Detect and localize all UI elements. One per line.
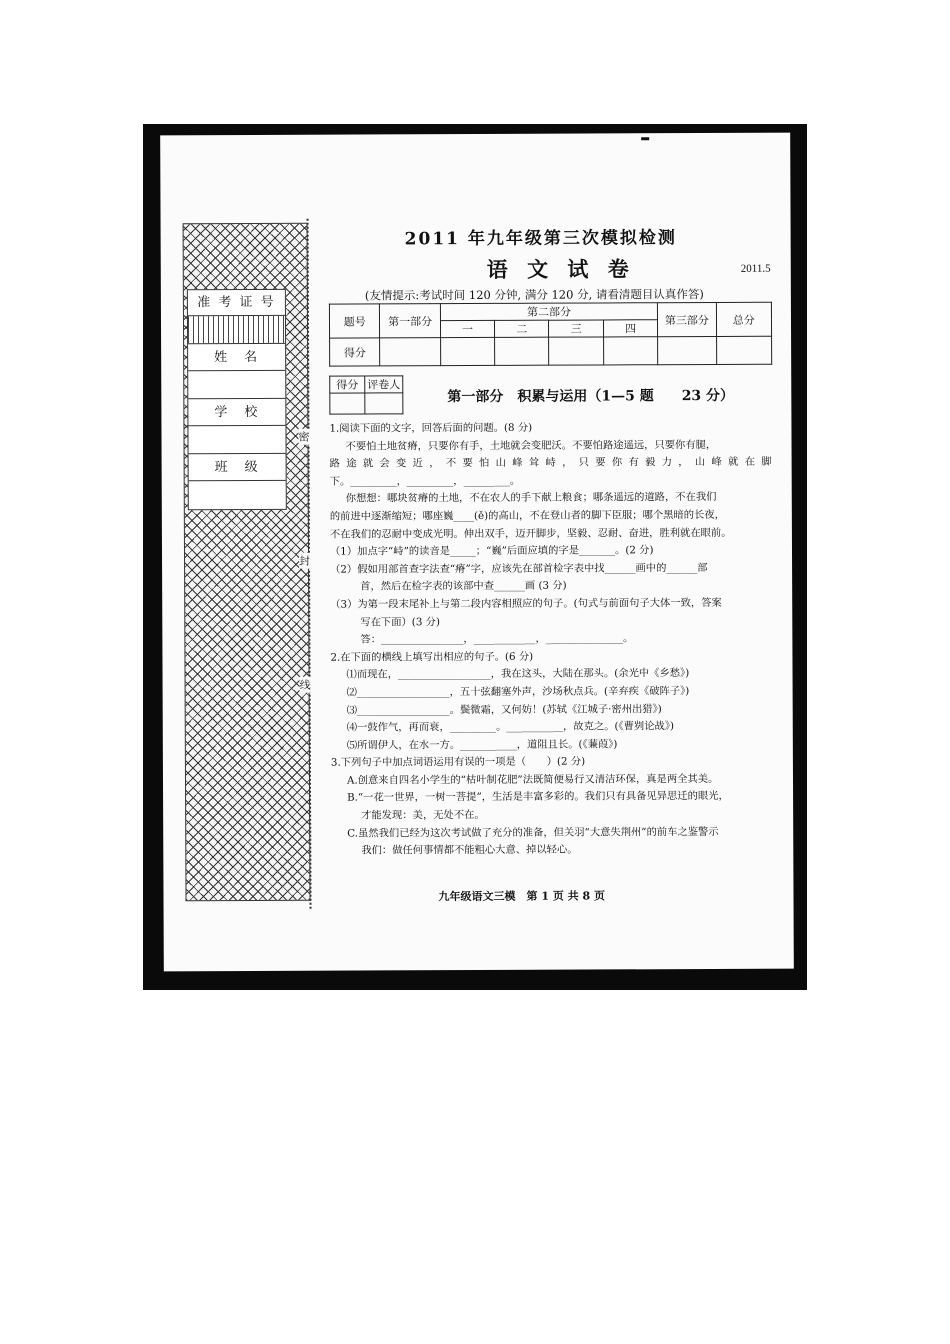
score-table-label-part1: 第一部分 — [380, 304, 440, 338]
text-line: ⑷一鼓作气，再而衰，_________。___________，故克之。(《曹刿论战》) — [346, 720, 675, 734]
seal-char-feng: 封 — [299, 554, 311, 568]
score-table-sub-3: 三 — [549, 320, 603, 337]
text-line: ⑴而现在，__________________，我在这头，大陆在那头。(余光中《乡愁》) — [346, 667, 690, 681]
exam-id-field[interactable] — [188, 316, 285, 344]
class-label: 班 级 — [189, 454, 286, 481]
text-line: 你想想：哪块贫瘠的土地，不在农人的手下献上粮食；哪条遥远的道路，不在我们 — [345, 491, 717, 505]
text-line: ⑵__________________，五十弦翻塞外声，沙场秋点兵。(辛弃疾《破阵子》) — [346, 684, 690, 699]
exam-id-label: 准 考 证 号 — [188, 290, 285, 316]
text-line: 2.在下面的横线上填写出相应的句子。(6 分) — [330, 650, 534, 664]
seal-char-xian: 线 — [299, 678, 311, 692]
part1-heading: 第一部分 积累与运用（1—5 题 23 分） — [447, 387, 735, 406]
score-cell[interactable] — [380, 338, 440, 366]
student-info-box — [187, 289, 287, 510]
school-label: 学 校 — [188, 399, 285, 426]
score-cell[interactable] — [549, 337, 603, 365]
text-line: 不在我们的忍耐中变成光明。伸出双手，迈开脚步，坚毅、忍耐、奋进，胜利就在眼前。 — [329, 526, 732, 541]
text-line: B.“一花一世界，一树一菩提”，生活是丰富多彩的。我们只有具备见异思迁的眼光， — [347, 790, 729, 805]
grader-table — [329, 375, 403, 414]
exam-title: 2011 年九年级第三次模拟检测 — [404, 228, 677, 250]
text-line: （3）为第一段末尾补上与第二段内容相照应的句子。(句式与前面句子大体一致，答案 — [330, 596, 722, 611]
score-cell[interactable] — [440, 337, 494, 365]
exam-tip: (友情提示:考试时间 120 分钟, 满分 120 分, 请看清题目认真作答) — [364, 287, 704, 303]
text-line: （1）加点字“峙”的读音是_____；“巍”后面应填的字是_______。(2 分) — [329, 544, 654, 558]
score-table-sub-1: 一 — [440, 320, 494, 337]
grader-name-label: 评卷人 — [365, 376, 403, 393]
text-line: C.虽然我们已经为这次考试做了充分的准备，但关羽“大意失荆州”的前车之鉴警示 — [347, 825, 719, 840]
exam-subtitle: 语 文 试 卷 — [486, 256, 635, 282]
score-table-row-label: 得分 — [330, 338, 381, 366]
exam-date: 2011.5 — [740, 262, 771, 275]
text-line: 首，然后在检字表的该部中查______画 (3 分) — [360, 579, 567, 593]
school-field[interactable] — [188, 426, 285, 454]
text-line: 答：________________，____________，_______________。 — [360, 632, 634, 646]
seal-char-mi: 密 — [298, 430, 310, 444]
grader-name-cell[interactable] — [365, 393, 403, 414]
score-cell[interactable] — [658, 336, 716, 364]
score-cell[interactable] — [603, 337, 657, 365]
text-line: （2）假如用部首查字法查“瘠”字，应该先在部首检字表中找______画中的______部 — [330, 561, 708, 576]
score-table — [329, 302, 772, 367]
text-line: ⑸所谓伊人，在水一方。___________，道阻且长。(《蒹葭》) — [346, 738, 618, 752]
score-table-label-part3: 第三部分 — [658, 302, 716, 336]
text-line: 路 途 就 会 变 近 ， 不 要 怕 山 峰 耸 峙 ， 只 要 你 有 毅 力 ， 山 峰 就 在 脚 — [329, 455, 772, 470]
class-field[interactable] — [189, 481, 286, 509]
text-line: 1.阅读下面的文字，回答后面的问题。(8 分) — [329, 421, 533, 435]
score-table-label-number: 题号 — [329, 304, 380, 338]
text-line: 写在下面）(3 分) — [360, 615, 440, 629]
score-cell[interactable] — [495, 337, 549, 365]
text-line: A.创意来自四名小学生的“枯叶制花肥”法既简便易行又清洁环保，真是两全其美。 — [346, 772, 719, 787]
name-label: 姓 名 — [188, 344, 285, 371]
grader-score-label: 得分 — [330, 376, 365, 393]
scan-mark — [641, 137, 649, 140]
text-line: 不要怕土地贫瘠，只要你有手，土地就会变肥沃。不要怕路途遥远，只要你有腿， — [345, 438, 717, 453]
score-table-label-part2: 第二部分 — [440, 303, 658, 321]
score-cell[interactable] — [716, 336, 772, 364]
text-line: ⑶__________________。鬓微霜，又何妨！(苏轼《江城子·密州出猎》) — [346, 702, 662, 717]
text-line: 才能发现：美，无处不在。 — [361, 809, 485, 822]
question-body — [329, 419, 773, 861]
text-line: 3.下列句子中加点词语运用有误的一项是（ ）(2 分) — [330, 755, 586, 769]
grader-score-cell[interactable] — [330, 393, 365, 414]
text-line: 的前进中逐渐缩短；哪座巍____(ě)的高山，不在登山者的脚下臣服；哪个黑暗的长夜， — [329, 508, 725, 523]
score-table-label-total: 总分 — [716, 302, 772, 336]
text-line: 下。_________，_________，_________。 — [329, 474, 521, 488]
name-field[interactable] — [188, 371, 285, 399]
exam-paper — [160, 133, 794, 972]
score-table-sub-4: 四 — [603, 320, 657, 337]
text-line: 我们：做任何事情都不能粗心大意、掉以轻心。 — [361, 843, 578, 857]
page-footer: 九年级语文三模 第 1 页 共 8 页 — [438, 889, 605, 904]
score-table-sub-2: 二 — [495, 320, 549, 337]
